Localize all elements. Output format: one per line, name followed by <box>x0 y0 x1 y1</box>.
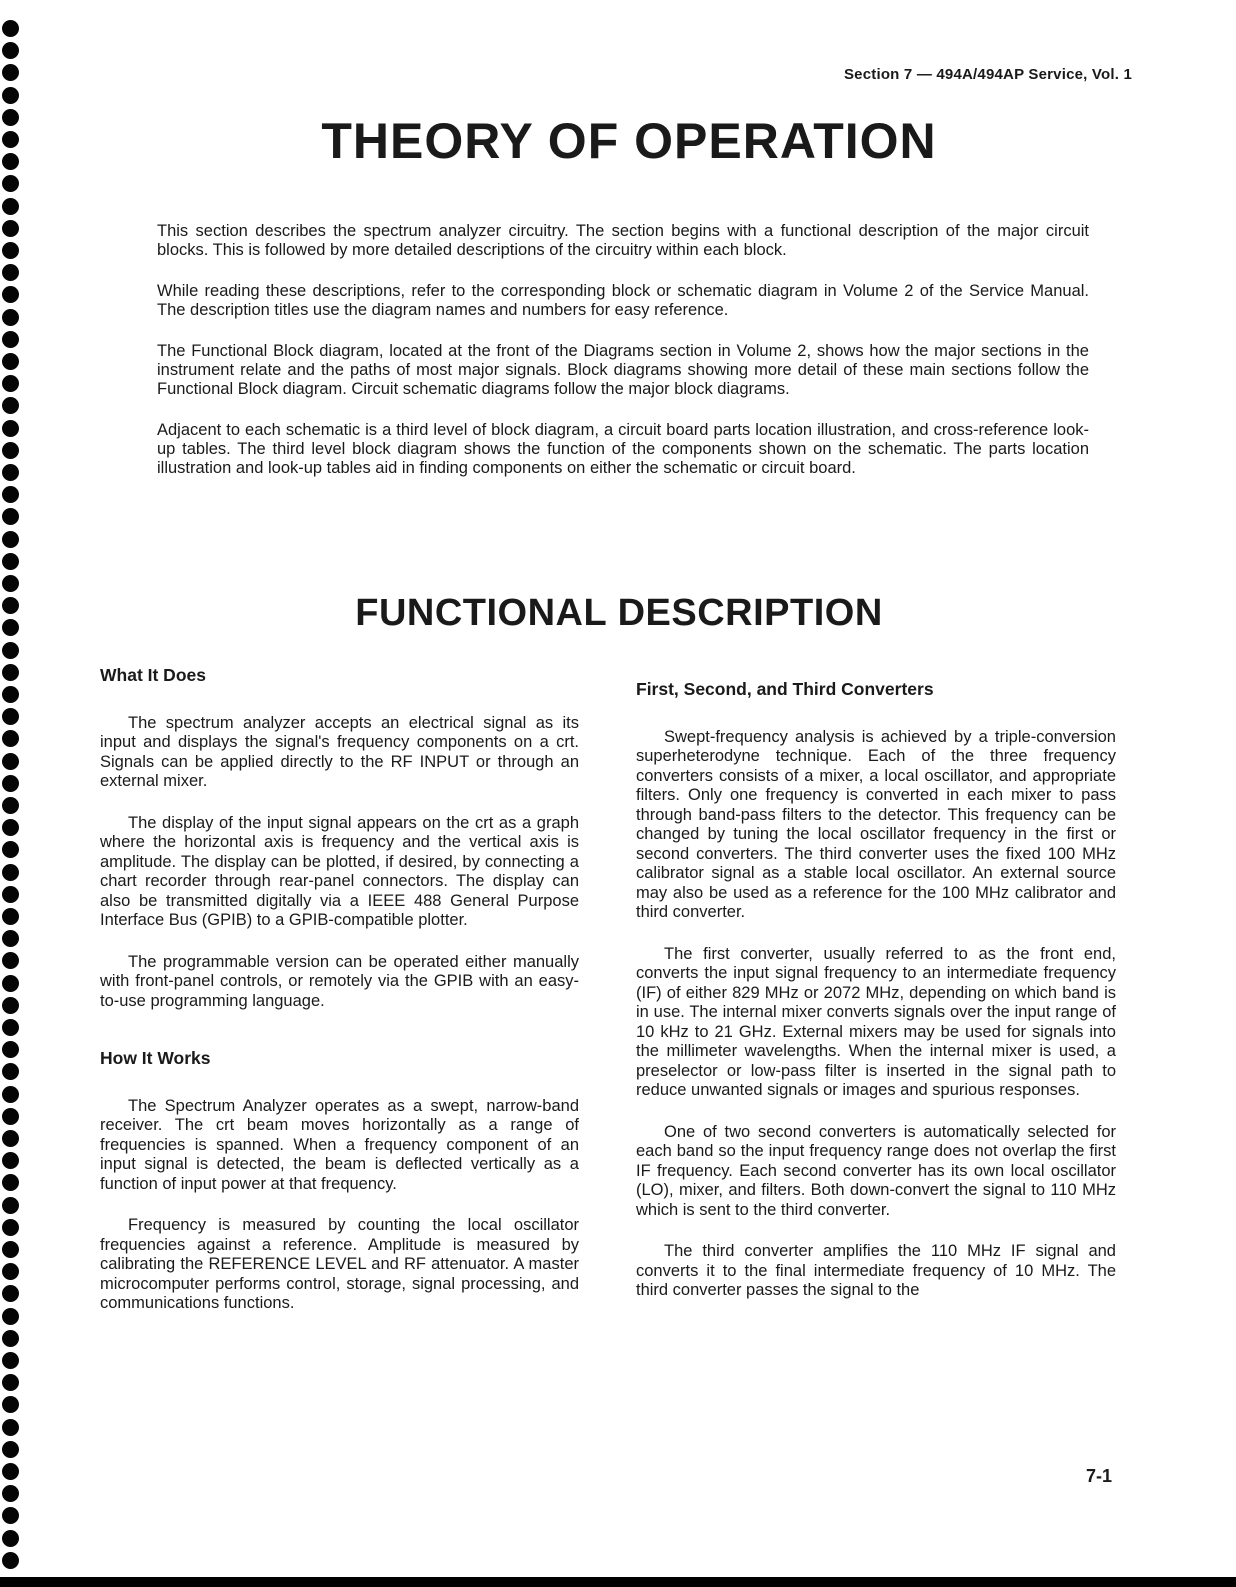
binder-hole <box>2 975 19 992</box>
binder-hole <box>2 464 19 481</box>
binder-hole <box>2 930 19 947</box>
binder-hole <box>2 553 19 570</box>
binder-hole <box>2 242 19 259</box>
intro-paragraph: While reading these descriptions, refer to the corresponding block or schematic diagram in Volume 2 of the Service Manual. The description titles use the diagram names and numbers for easy reference. <box>157 282 1089 319</box>
binder-hole <box>2 1530 19 1547</box>
binder-hole <box>2 864 19 881</box>
binder-hole <box>2 420 19 437</box>
binder-hole <box>2 1485 19 1502</box>
binder-hole <box>2 1174 19 1191</box>
binder-hole <box>2 175 19 192</box>
binder-hole <box>2 730 19 747</box>
body-paragraph: The programmable version can be operated either manually with front-panel controls, or remotely via the GPIB with an easy-to-use programming language. <box>100 952 579 1010</box>
left-column <box>100 666 579 1336</box>
body-paragraph: The third converter amplifies the 110 MHz IF signal and converts it to the final intermediate frequency of 10 MHz. The third converter passes the signal to the <box>636 1242 1116 1299</box>
heading-what-it-does: What It Does <box>100 665 206 685</box>
binder-hole <box>2 775 19 792</box>
binder-hole <box>2 220 19 237</box>
binder-hole <box>2 1263 19 1280</box>
binder-hole <box>2 1396 19 1413</box>
binder-hole <box>2 353 19 370</box>
body-paragraph: The spectrum analyzer accepts an electrical signal as its input and displays the signal's frequency components on a crt. Signals can be applied directly to the RF INPUT or through an external mixer. <box>100 713 579 790</box>
binder-hole <box>2 442 19 459</box>
binder-hole <box>2 1130 19 1147</box>
body-paragraph: The Spectrum Analyzer operates as a swept, narrow-band receiver. The crt beam moves horizontally as a range of frequencies is spanned. When a frequency component of an input signal is detected, the beam is deflected vertically as a function of input power at that frequency. <box>100 1096 579 1193</box>
binder-hole <box>2 886 19 903</box>
binder-hole <box>2 64 19 81</box>
body-paragraph: One of two second converters is automatically selected for each band so the input frequency range does not overlap the first IF frequency. Each second converter has its own local oscillator (LO), mixer, and filters. Both down-convert the signal to 110 MHz which is sent to the third converter. <box>636 1122 1116 1219</box>
binder-hole <box>2 1197 19 1214</box>
binder-hole <box>2 1041 19 1058</box>
binder-hole <box>2 1063 19 1080</box>
binder-hole <box>2 397 19 414</box>
intro-paragraph: Adjacent to each schematic is a third level of block diagram, a circuit board parts location illustration, and cross-reference look-up tables. The third level block diagram shows the function of the components shown on the schematic. The parts location illustration and look-up tables aid in finding components on either the schematic or circuit board. <box>157 421 1089 477</box>
binder-hole <box>2 1374 19 1391</box>
binder-hole <box>2 508 19 525</box>
body-paragraph: The first converter, usually referred to as the front end, converts the input signal frequency to an intermediate frequency (IF) of either 829 MHz or 2072 MHz, depending on which band is in use. The internal mixer converts signals over the input range of 10 kHz to 21 GHz. External mixers may be used for signals into the millimeter wavelengths. When the internal mixer is used, a preselector or low-pass filter is inserted in the signal path to reduce unwanted signals or images and spurious responses. <box>636 944 1116 1099</box>
binder-hole <box>2 286 19 303</box>
binder-hole <box>2 331 19 348</box>
binder-hole <box>2 375 19 392</box>
binder-hole <box>2 1019 19 1036</box>
binder-hole <box>2 1108 19 1125</box>
section-heading-functional: FUNCTIONAL DESCRIPTION <box>355 592 883 634</box>
binder-hole <box>2 575 19 592</box>
binder-hole <box>2 1241 19 1258</box>
binder-hole <box>2 686 19 703</box>
running-header: Section 7 — 494A/494AP Service, Vol. 1 <box>843 66 1132 83</box>
binder-hole <box>2 1552 19 1569</box>
scan-edge <box>0 1577 1236 1587</box>
binder-hole <box>2 642 19 659</box>
binder-hole <box>2 708 19 725</box>
page-number: 7-1 <box>1085 1466 1112 1486</box>
binder-hole <box>2 952 19 969</box>
binder-hole <box>2 1419 19 1436</box>
binder-hole <box>2 753 19 770</box>
binder-hole <box>2 87 19 104</box>
binder-hole <box>2 1330 19 1347</box>
intro-section <box>157 222 1089 500</box>
body-paragraph: The display of the input signal appears on the crt as a graph where the horizontal axis is frequency and the vertical axis is amplitude. The display can be plotted, if desired, by connecting a chart recorder through rear-panel connectors. The display can also be transmitted digitally via a IEEE 488 General Purpose Interface Bus (GPIB) to a GPIB-compatible plotter. <box>100 813 579 929</box>
binder-hole <box>2 486 19 503</box>
binder-hole <box>2 42 19 59</box>
binder-hole <box>2 20 19 37</box>
binder-hole <box>2 819 19 836</box>
binder-hole <box>2 1308 19 1325</box>
binder-hole <box>2 264 19 281</box>
intro-paragraph: The Functional Block diagram, located at the front of the Diagrams section in Volume 2, shows how the major sections in the instrument relate and the paths of most major signals. Block diagrams showing more detail of these main sections follow the Functional Block diagram. Circuit schematic diagrams follow the major block diagrams. <box>157 342 1089 398</box>
binder-hole <box>2 309 19 326</box>
heading-converters: First, Second, and Third Converters <box>636 679 934 699</box>
right-column <box>636 680 1116 1323</box>
binder-hole <box>2 1219 19 1236</box>
binder-hole <box>2 1285 19 1302</box>
binder-hole <box>2 841 19 858</box>
binder-hole <box>2 1463 19 1480</box>
binder-hole <box>2 1507 19 1524</box>
binder-hole <box>2 908 19 925</box>
binder-hole <box>2 997 19 1014</box>
page-title: THEORY OF OPERATION <box>321 113 937 169</box>
binder-holes <box>0 20 22 1580</box>
binder-hole <box>2 1352 19 1369</box>
binder-hole <box>2 664 19 681</box>
body-paragraph: Frequency is measured by counting the local oscillator frequencies against a reference. Amplitude is measured by calibrating the REFERENCE LEVEL and RF attenuator. A master microcomputer performs control, storage, signal processing, and communications functions. <box>100 1216 579 1312</box>
intro-paragraph: This section describes the spectrum analyzer circuitry. The section begins with a functional description of the major circuit blocks. This is followed by more detailed descriptions of the circuitry within each block. <box>157 222 1089 259</box>
body-paragraph: Swept-frequency analysis is achieved by a triple-conversion superheterodyne technique. Each of the three frequency converters consists of a mixer, a local oscillator, and appropriate filters. Only one frequency is converted in each mixer to pass through band-pass filters to the detector. This frequency can be changed by tuning the local oscillator frequency in the first or second converters. The third converter uses the fixed 100 MHz calibrator signal as a stable local oscillator. An external source may also be used as a reference for the 100 MHz calibrator and third converter. <box>636 727 1116 921</box>
binder-hole <box>2 1152 19 1169</box>
binder-hole <box>2 797 19 814</box>
heading-how-it-works: How It Works <box>100 1048 211 1068</box>
binder-hole <box>2 198 19 215</box>
binder-hole <box>2 531 19 548</box>
binder-hole <box>2 1441 19 1458</box>
binder-hole <box>2 1086 19 1103</box>
